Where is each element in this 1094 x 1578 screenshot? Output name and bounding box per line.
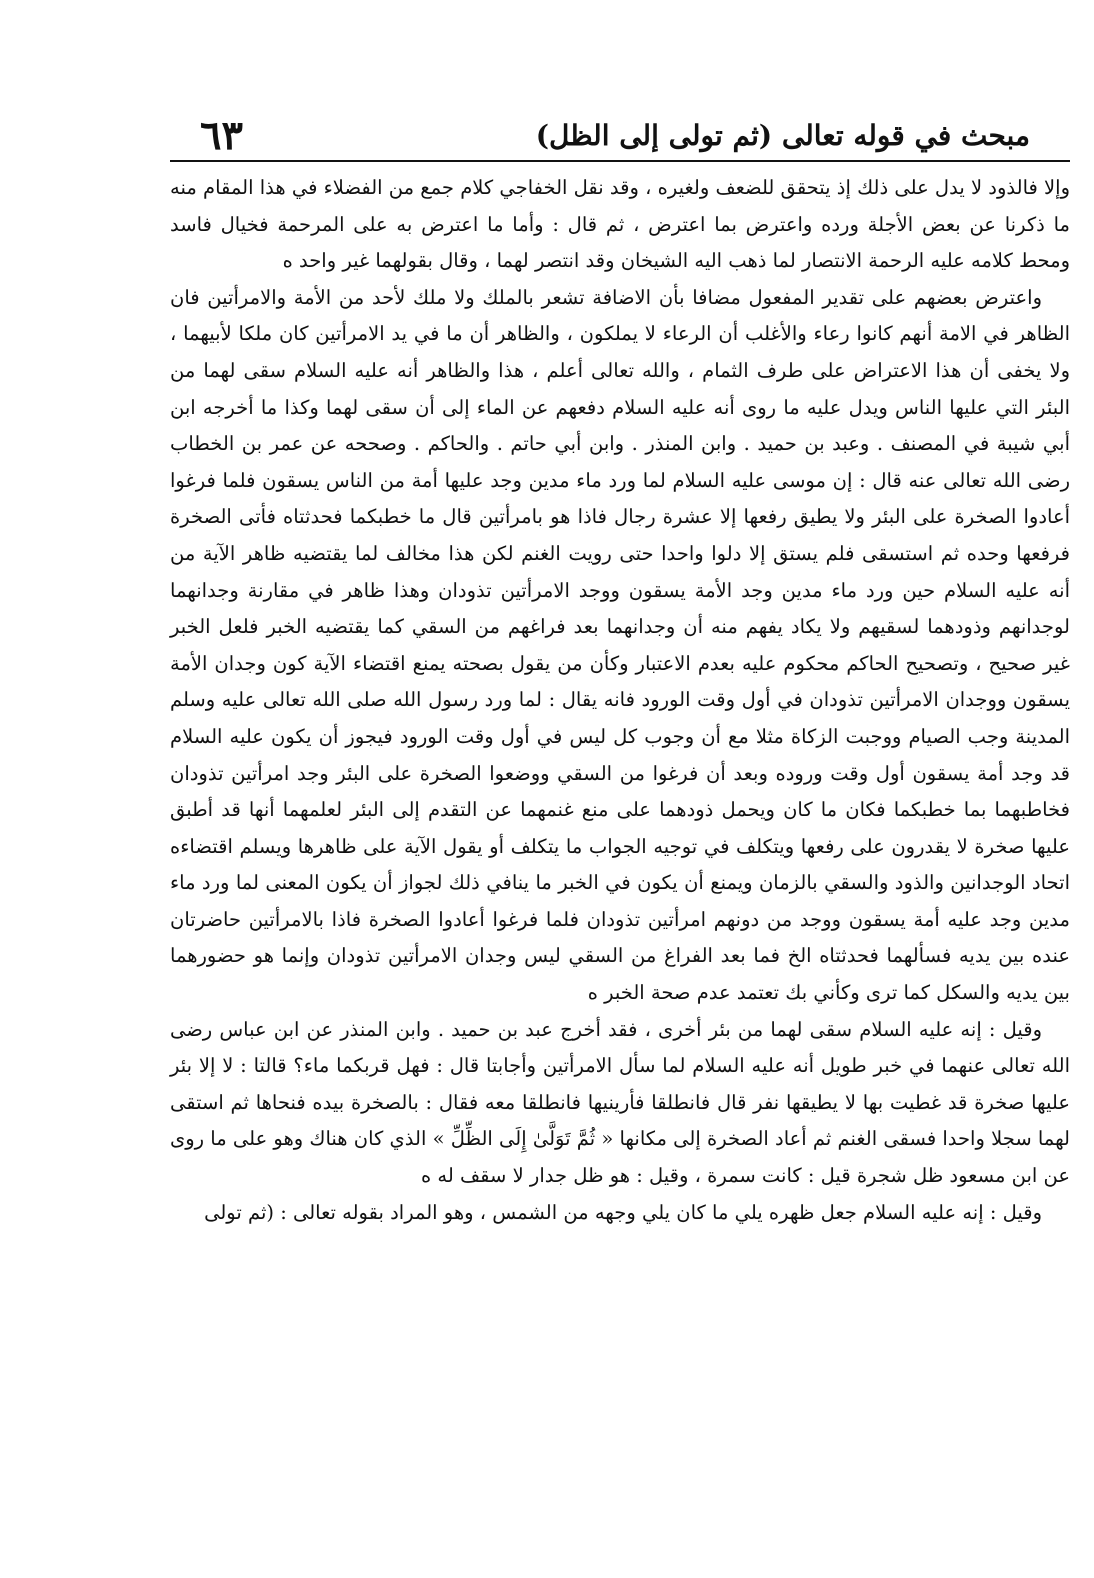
book-page [170, 110, 1070, 1460]
paragraph-2: واعترض بعضهم على تقدير المفعول مضافا بأن الاضافة تشعر بالملك ولا ملك لأحد من الأمة والامرأتين فان الظاهر في الامة أنهم كانوا رعاء والأغلب أن الرعاء لا يملكون ، والظاهر أن ما في يد الامرأتين كان ملكا لأبيهما ، ولا يخفى أن هذا الاعتراض على طرف الثمام ، والله تعالى أعلم ، هذا والظاهر أنه عليه السلام سقى لهما من البئر التي عليها الناس ويدل عليه ما روى أنه عليه السلام دفعهم عن الماء إلى أن سقى لهما وكذا ما أخرجه ابن أبي شيبة في المصنف . وعبد بن حميد . وابن المنذر . وابن أبي حاتم . والحاكم . وصححه عن عمر بن الخطاب رضى الله تعالى عنه قال : إن موسى عليه السلام لما ورد ماء مدين وجد عليها أمة من الناس يسقون فلما فرغوا أعادوا الصخرة على البئر ولا يطيق رفعها إلا عشرة رجال فاذا هو بامرأتين قال ما خطبكما فحدثتاه فأتى الصخرة فرفعها وحده ثم استسقى فلم يستق إلا دلوا واحدا حتى رويت الغنم لكن هذا مخالف لما يقتضيه ظاهر الآية من أنه عليه السلام حين ورد ماء مدين وجد الأمة يسقون ووجد الامرأتين تذودان وهذا ظاهر في مقارنة وجدانهما لوجدانهم وذودهما لسقيهم ولا يكاد يفهم منه أن وجدانهما بعد فراغهم من السقي كما يقتضيه الخبر فلعل الخبر غير صحيح ، وتصحيح الحاكم محكوم عليه بعدم الاعتبار وكأن من يقول بصحته يمنع اقتضاء الآية كون وجدان الأمة يسقون ووجدان الامرأتين تذودان في أول وقت الورود فانه يقال : لما ورد رسول الله صلى الله تعالى عليه وسلم المدينة وجب الصيام ووجبت الزكاة مثلا مع أن وجوب كل ليس في أول وقت الورود فيجوز أن يكون عليه السلام قد وجد أمة يسقون أول وقت وروده وبعد أن فرغوا من السقي ووضعوا الصخرة على البئر وجد امرأتين تذودان فخاطبهما بما خطبكما فكان ما كان ويحمل ذودهما على منع غنمهما عن التقدم إلى البئر لعلمهما أنها قد أطبق عليها صخرة لا يقدرون على رفعها ويتكلف في توجيه الجواب ما يتكلف أو يقول الآية على ظاهرها ويسلم اقتضاءه اتحاد الوجدانين والذود والسقي بالزمان ويمنع أن يكون في الخبر ما ينافي ذلك لجواز أن يكون المعنى لما ورد ماء مدين وجد عليه أمة يسقون ووجد من دونهم امرأتين تذودان فلما فرغوا أعادوا الصخرة فاذا بالامرأتين حاضرتان عنده بين يديه فسألهما فحدثتاه الخ فما بعد الفراغ من السقي ليس وجدان الامرأتين تذودان وإنما هو حضورهما بين يديه والسكل كما ترى وكأني بك تعتمد عدم صحة الخبر ه [170, 285, 1070, 1005]
paragraph-1: وإلا فالذود لا يدل على ذلك إذ يتحقق للضعف ولغيره ، وقد نقل الخفاجي كلام جمع من الفضلاء في هذا المقام منه ما ذكرنا عن بعض الأجلة ورده واعترض بما اعترض ، ثم قال : وأما ما اعترض به على المرحمة فخيال فاسد ومحط كلامه عليه الرحمة الانتصار لما ذهب اليه الشيخان وقد انتصر لهما ، وقال بقولهما غير واحد ه [170, 176, 1070, 273]
page-body [170, 162, 1070, 1231]
paragraph-3: وقيل : إنه عليه السلام سقى لهما من بئر أخرى ، فقد أخرج عبد بن حميد . وابن المنذر عن ابن عباس رضى الله تعالى عنهما في خبر طويل أنه عليه السلام لما سأل الامرأتين وأجابتا قال : فهل قربكما ماء؟ قالتا : لا إلا بئر عليها صخرة قد غطيت بها لا يطيقها نفر قال فانطلقا فأرينيها فانطلقا معه فقال : بالصخرة بيده فنحاها ثم استقى لهما سجلا واحدا فسقى الغنم ثم أعاد الصخرة إلى مكانها « ثُمَّ تَوَلَّىٰ إِلَى الظِّلِّ » الذي كان هناك وهو على ما روى عن ابن مسعود ظل شجرة قيل : كانت سمرة ، وقيل : هو ظل جدار لا سقف له ه [170, 1017, 1070, 1188]
paragraph-4: وقيل : إنه عليه السلام جعل ظهره يلي ما كان يلي وجهه من الشمس ، وهو المراد بقوله تعالى : (ثم تولى [204, 1200, 1042, 1224]
running-header [170, 110, 1070, 162]
header-title: مبحث في قوله تعالى (ثم تولى إلى الظل) [535, 118, 1030, 152]
page-number: ٦٣ [200, 111, 243, 159]
